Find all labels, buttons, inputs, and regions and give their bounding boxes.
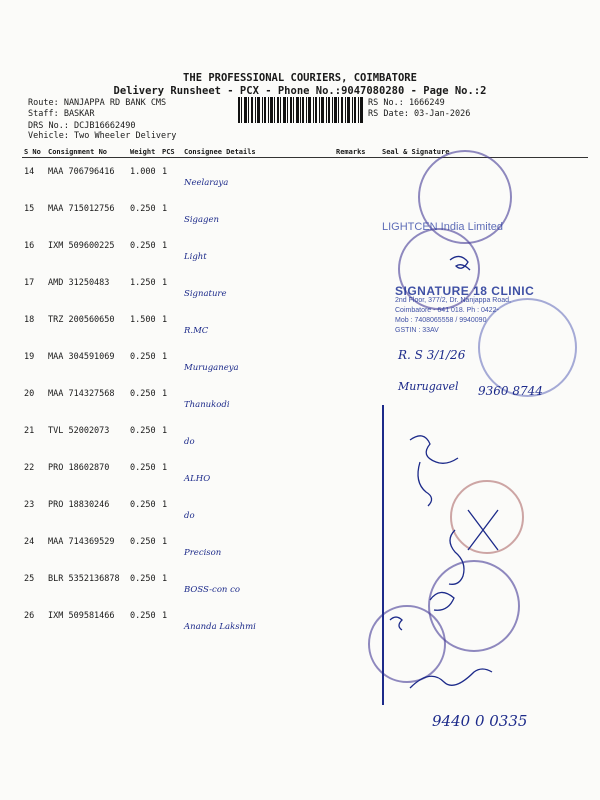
barcode-icon	[238, 97, 364, 123]
staff-label: Staff: BASKAR	[28, 109, 95, 119]
row-consignee: ALHO	[184, 473, 211, 484]
row-pcs: 1	[162, 240, 168, 251]
row-weight: 0.250	[130, 573, 156, 584]
row-remarks	[334, 232, 380, 269]
clinic-stamp-address: 2nd Floor, 377/2, Dr. Nanjappa Road,	[395, 297, 511, 304]
table-header-row	[22, 146, 588, 158]
row-remarks	[334, 528, 380, 565]
row-sno: 18	[24, 314, 35, 325]
row-consignee: Ananda Lakshmi	[184, 621, 256, 632]
row-consignment: MAA 714327568	[48, 388, 115, 399]
drs-number: DRS No.: DCJB16662490	[28, 121, 136, 131]
row-sno: 24	[24, 536, 35, 547]
row-consignment: IXM 509581466	[48, 610, 115, 621]
row-sno: 19	[24, 351, 35, 362]
clinic-stamp-gstin: GSTIN : 33AV	[395, 327, 439, 334]
clinic-stamp-name: SIGNATURE 18 CLINIC	[395, 284, 535, 298]
row-sno: 21	[24, 425, 35, 436]
handwritten-signatures-icon	[380, 240, 590, 720]
row-remarks	[334, 306, 380, 343]
row-consignee: Sigagen	[184, 214, 219, 225]
row-remarks	[334, 417, 380, 454]
clinic-stamp-mobile: Mob : 7408065558 / 9940090	[395, 317, 487, 324]
row-weight: 1.250	[130, 277, 156, 288]
row-consignee: Precison	[184, 547, 222, 558]
row-consignment: PRO 18830246	[48, 499, 110, 510]
row-consignment: MAA 714369529	[48, 536, 115, 547]
row-sno: 20	[24, 388, 35, 399]
row-pcs: 1	[162, 314, 168, 325]
row-weight: 0.250	[130, 462, 156, 473]
row-consignee: do	[184, 436, 195, 447]
route-label: Route: NANJAPPA RD BANK CMS	[28, 98, 167, 108]
row-weight: 0.250	[130, 425, 156, 436]
row-weight: 1.500	[130, 314, 156, 325]
col-remarks: Remarks	[334, 146, 380, 158]
row-remarks	[334, 158, 380, 195]
row-sno: 26	[24, 610, 35, 621]
runsheet-subtitle: Delivery Runsheet - PCX - Phone No.:9047080280 - Page No.:2	[113, 85, 487, 97]
row-sno: 17	[24, 277, 35, 288]
rs-date: RS Date: 03-Jan-2026	[368, 109, 471, 119]
boss-phone: 9440 0 0335	[432, 712, 528, 730]
row-sno: 16	[24, 240, 35, 251]
murugavel-phone: 9360 8744	[478, 384, 543, 398]
row-weight: 0.250	[130, 388, 156, 399]
row-pcs: 1	[162, 425, 168, 436]
row-remarks	[334, 343, 380, 380]
row-sno: 15	[24, 203, 35, 214]
row-consignee: Thanukodi	[184, 399, 230, 410]
col-consignment: Consignment No	[46, 146, 128, 158]
row-consignment: MAA 304591069	[48, 351, 115, 362]
row-consignment: MAA 706796416	[48, 167, 115, 177]
row-weight: 1.000	[130, 167, 156, 177]
row-consignment: TVL 52002073	[48, 425, 110, 436]
row-consignment: MAA 715012756	[48, 203, 115, 214]
row-consignee: Light	[184, 251, 207, 262]
row-pcs: 1	[162, 462, 168, 473]
row-pcs: 1	[162, 167, 168, 177]
row-sno: 22	[24, 462, 35, 473]
row-consignee: Signature	[184, 288, 227, 299]
row-weight: 0.250	[130, 536, 156, 547]
row-weight: 0.250	[130, 240, 156, 251]
row-pcs: 1	[162, 536, 168, 547]
col-pcs: PCS	[160, 146, 182, 158]
row-consignee: R.MC	[184, 325, 209, 336]
row-consignment: PRO 18602870	[48, 462, 110, 473]
row-remarks	[334, 380, 380, 417]
row-pcs: 1	[162, 610, 168, 621]
row-weight: 0.250	[130, 499, 156, 510]
row-weight: 0.250	[130, 610, 156, 621]
col-sno: S No	[22, 146, 46, 158]
row-consignee: Muruganeya	[184, 362, 239, 373]
row-pcs: 1	[162, 277, 168, 288]
col-weight: Weight	[128, 146, 160, 158]
rs-number: RS No.: 1666249	[368, 98, 445, 108]
row-pcs: 1	[162, 573, 168, 584]
row-sno: 14	[24, 167, 35, 177]
row-remarks	[334, 195, 380, 232]
row-remarks	[334, 269, 380, 306]
row-pcs: 1	[162, 388, 168, 399]
row-sno: 25	[24, 573, 35, 584]
row-consignee: do	[184, 510, 195, 521]
row-sno: 23	[24, 499, 35, 510]
vehicle-label: Vehicle: Two Wheeler Delivery	[28, 131, 177, 141]
row-consignee: Neelaraya	[184, 178, 229, 188]
row-pcs: 1	[162, 499, 168, 510]
col-consignee: Consignee Details	[182, 146, 334, 158]
lightcen-stamp-text: LIGHTCEN India Limited	[382, 221, 504, 233]
row-consignee: BOSS-con co	[184, 584, 240, 595]
company-title: THE PROFESSIONAL COURIERS, COIMBATORE	[183, 72, 417, 84]
col-seal-signature: Seal & Signature	[380, 146, 588, 158]
row-weight: 0.250	[130, 351, 156, 362]
murugavel-signature: Murugavel	[398, 380, 459, 393]
row-weight: 0.250	[130, 203, 156, 214]
row-consignment: TRZ 200560650	[48, 314, 115, 325]
row-remarks	[334, 491, 380, 528]
row-pcs: 1	[162, 351, 168, 362]
row-remarks	[334, 565, 380, 602]
clinic-stamp-city: Coimbatore - 641 018. Ph : 0422-	[395, 307, 499, 314]
row-remarks	[334, 454, 380, 491]
row-consignment: AMD 31250483	[48, 277, 110, 288]
row-consignment: IXM 509600225	[48, 240, 115, 251]
clinic-signature: R. S 3/1/26	[398, 348, 466, 362]
row-consignment: BLR 5352136878	[48, 573, 120, 584]
row-pcs: 1	[162, 203, 168, 214]
